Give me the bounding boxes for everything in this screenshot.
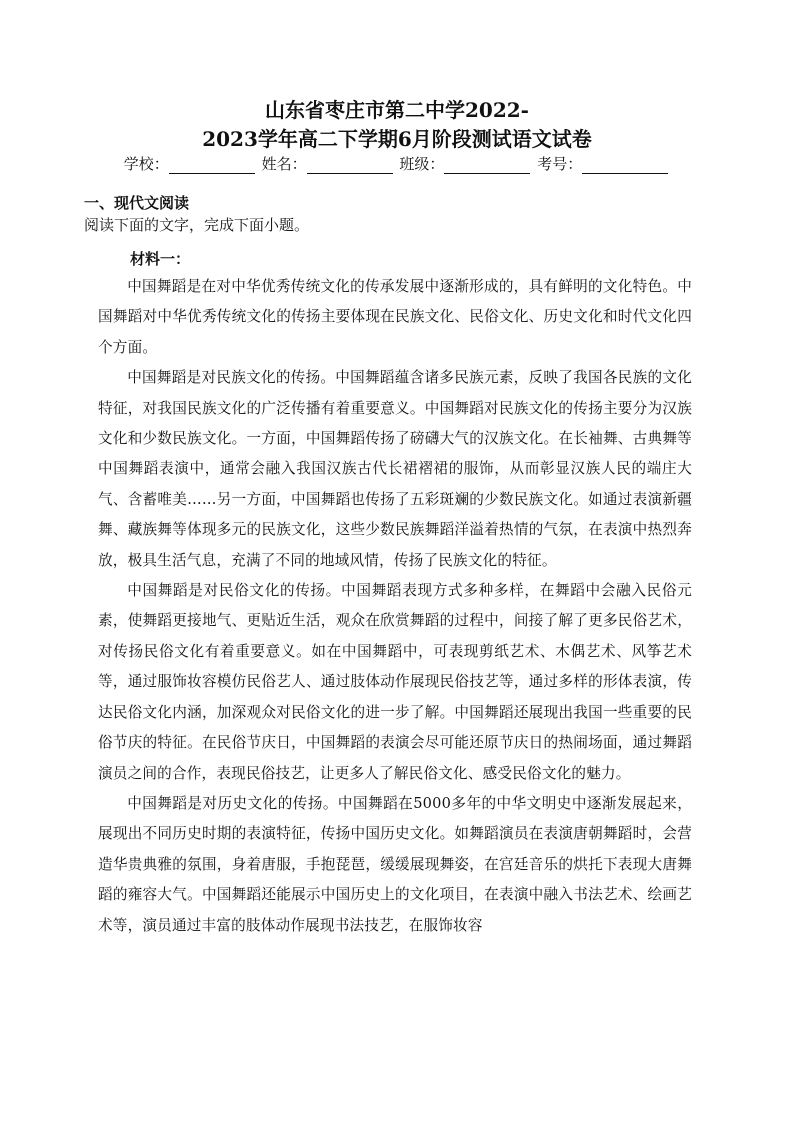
name-label: 姓名： xyxy=(261,155,307,173)
exam-title-line-2: 2023学年高二下学期6月阶段测试语文试卷 xyxy=(202,127,592,151)
passage-paragraph: 中国舞蹈是对民俗文化的传扬。中国舞蹈表现方式多种多样，在舞蹈中会融入民俗元素，使舞蹈更接地气、更贴近生活，观众在欣赏舞蹈的过程中，间接了解了更多民俗艺术，对传扬民俗文化有着重要意义。如在中国舞蹈中，可表现剪纸艺术、木偶艺术、风筝艺术等，通过服饰妆容模仿民俗艺人、通过肢体动作展现民俗技艺等，通过多样的形体表演，传达民俗文化内涵，加深观众对民俗文化的进一步了解。中国舞蹈还展现出我国一些重要的民俗节庆的特征。在民俗节庆日，中国舞蹈的表演会尽可能还原节庆日的热闹场面，通过舞蹈演员之间的合作，表现民俗技艺，让更多人了解民俗文化、感受民俗文化的魅力。 xyxy=(98,582,692,782)
student-info-line xyxy=(90,154,704,174)
passage-paragraph: 中国舞蹈是在对中华优秀传统文化的传承发展中逐渐形成的，具有鲜明的文化特色。中国舞蹈对中华优秀传统文化的传扬主要体现在民族文化、民俗文化、历史文化和时代文化四个方面。 xyxy=(98,278,692,356)
exam-number-label: 考号： xyxy=(537,155,583,173)
passage-body xyxy=(98,272,692,941)
school-label: 学校： xyxy=(123,155,169,173)
section-title: 一、现代文阅读 xyxy=(84,194,190,212)
passage-paragraph: 中国舞蹈是对历史文化的传扬。中国舞蹈在5000多年的中华文明史中逐渐发展起来，展现出不同历史时期的表演特征，传扬中国历史文化。如舞蹈演员在表演唐朝舞蹈时，会营造华贵典雅的氛围，身着唐服，手抱琵琶，缓缓展现舞姿，在宫廷音乐的烘托下表现大唐舞蹈的雍容大气。中国舞蹈还能展示中国历史上的文化项目，在表演中融入书法艺术、绘画艺术等，演员通过丰富的肢体动作展现书法技艺，在服饰妆容 xyxy=(98,794,692,934)
class-label: 班级： xyxy=(399,155,445,173)
passage-paragraph: 中国舞蹈是对民族文化的传扬。中国舞蹈蕴含诸多民族元素，反映了我国各民族的文化特征，对我国民族文化的广泛传播有着重要意义。中国舞蹈对民族文化的传扬主要分为汉族文化和少数民族文化。一方面，中国舞蹈传扬了磅礴大气的汉族文化。在长袖舞、古典舞等中国舞蹈表演中，通常会融入我国汉族古代长裙褶裙的服饰，从而彰显汉族人民的端庄大气、含蓄唯美……另一方面，中国舞蹈也传扬了五彩斑斓的少数民族文化。如通过表演新疆舞、藏族舞等体现多元的民族文化，这些少数民族舞蹈洋溢着热情的气氛，在表演中热烈奔放，极具生活气息，充满了不同的地域风情，传扬了民族文化的特征。 xyxy=(98,369,692,569)
material-label: 材料一： xyxy=(130,250,191,268)
class-blank[interactable] xyxy=(444,157,530,174)
name-blank[interactable] xyxy=(307,157,393,174)
school-blank[interactable] xyxy=(169,157,255,174)
exam-number-blank[interactable] xyxy=(582,157,668,174)
exam-title-line-1: 山东省枣庄市第二中学2022- xyxy=(265,98,529,122)
section-instruction: 阅读下面的文字，完成下面小题。 xyxy=(84,216,310,234)
